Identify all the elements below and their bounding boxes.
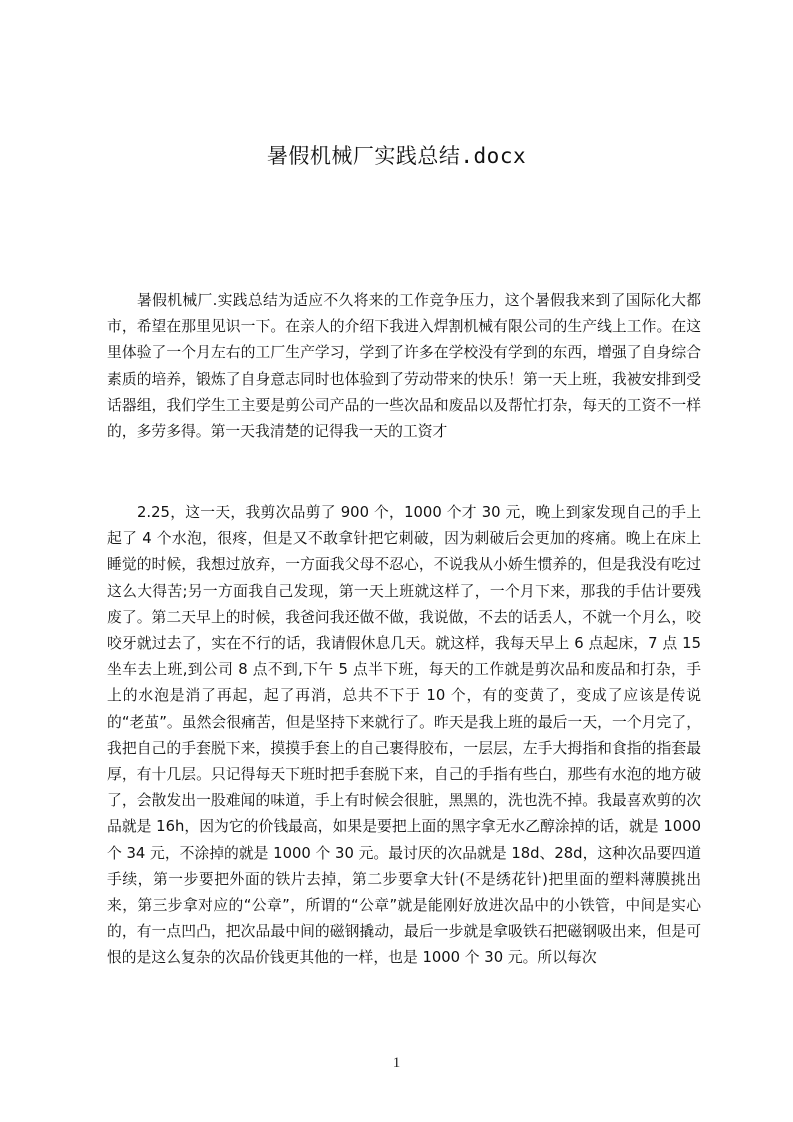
page-number: 1 xyxy=(392,1055,401,1071)
body-paragraph-1: 暑假机械厂.实践总结为适应不久将来的工作竞争压力，这个暑假我来到了国际化大都市，希望在那里见识一下。在亲人的介绍下我进入焊割机械有限公司的生产线上工作。在这里体验了一个月左右的工厂生产学习，学到了许多在学校没有学到的东西，增强了自身综合素质的培养，锻炼了自身意志同时也体验到了劳动带来的快乐！第一天上班，我被安排到受话器组，我们学生工主要是剪公司产品的一些次品和废品以及帮忙打杂，每天的工资不一样的，多劳多得。第一天我清楚的记得我一天的工资才 xyxy=(107,292,701,441)
document-title: 暑假机械厂实践总结.docx xyxy=(266,144,527,168)
body-paragraph-2: 2.25，这一天，我剪次品剪了 900 个，1000 个才 30 元，晚上到家发现自己的手上起了 4 个水泡，很疼，但是又不敢拿针把它刺破，因为刺破后会更加的疼痛。晚上在床上睡觉的时候，我想过放弃，一方面我父母不忍心，不说我从小娇生惯养的，但是我没有吃过这么大得苦;另一方面我自己发现，第一天上班就这样了，一个月下来，那我的手估计要残废了。第二天早上的时候，我爸问我还做不做，我说做，不去的话丢人，不就一个月么，咬咬牙就过去了，实在不行的话，我请假休息几天。就这样，我每天早上 6 点起床，7 点 15 坐车去上班,到公司 8 点不到,下午 5 点半下班，每天的工作就是剪次品和废品和打杂，手上的水泡是消了再起，起了再消，总共不下于 10 个，有的变黄了，变成了应该是传说的“老茧”。虽然会很痛苦，但是坚持下来就行了。昨天是我上班的最后一天，一个月完了，我把自己的手套脱下来，摸摸手套上的自己裹得胶布，一层层，左手大拇指和食指的指套最厚，有十几层。只记得每天下班时把手套脱下来，自己的手指有些白，那些有水泡的地方破了，会散发出一股难闻的味道，手上有时候会很脏，黑黑的，洗也洗不掉。我最喜欢剪的次品就是 16h，因为它的价钱最高，如果是要把上面的黑字拿无水乙醇涂掉的话，就是 1000 个 34 元，不涂掉的就是 1000 个 30 元。最讨厌的次品就是 18d、28d，这种次品要四道手续，第一步要把外面的铁片去掉，第二步要拿大针(不是绣花针)把里面的塑料薄膜挑出来，第三步拿对应的“公章”，所谓的“公章”就是能刚好放进次品中的小铁管，中间是实心的，有一点凹凸，把次品最中间的磁钢撬动，最后一步就是拿吸铁石把磁钢吸出来，但是可恨的是这么复杂的次品价钱更其他的一样，也是 1000 个 30 元。所以每次 xyxy=(107,504,701,967)
